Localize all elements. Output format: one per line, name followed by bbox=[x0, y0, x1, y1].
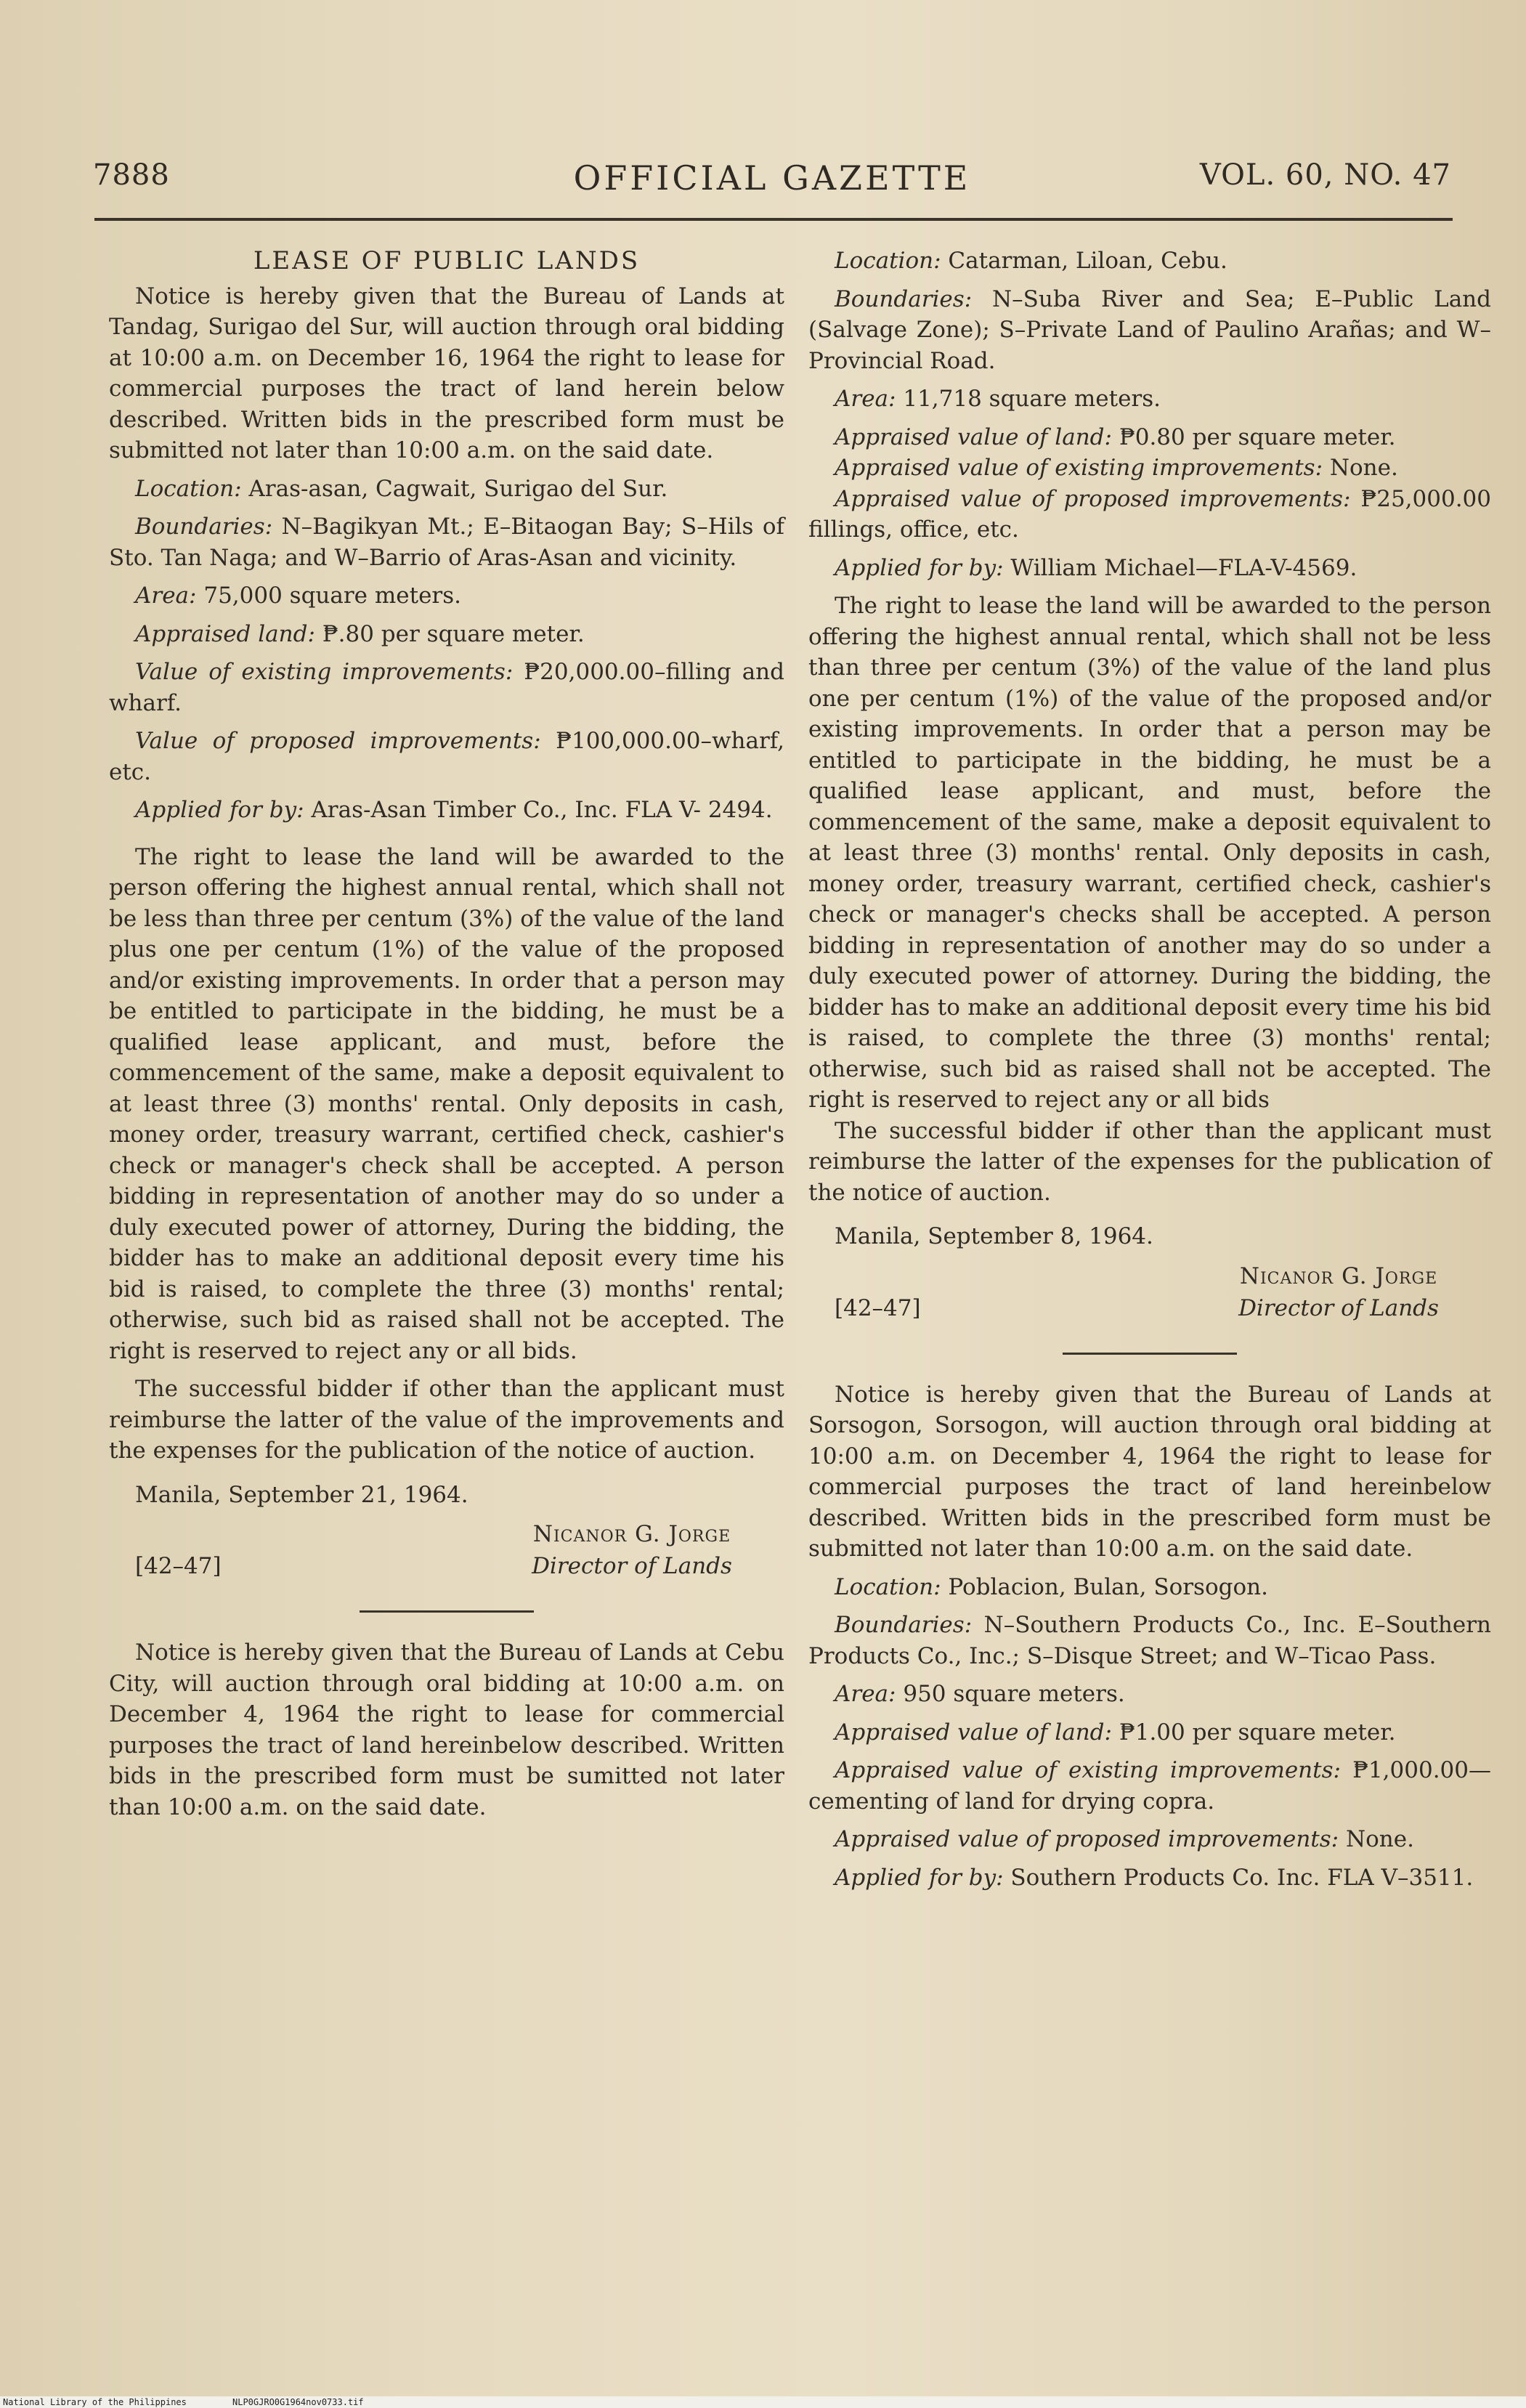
notice-divider bbox=[1063, 1353, 1237, 1355]
signer-name: Nicanor G. Jorge bbox=[532, 1521, 731, 1547]
library-credit: National Library of the Philippines bbox=[3, 2397, 187, 2407]
area-field bbox=[109, 580, 784, 612]
boundaries-label: Boundaries: bbox=[835, 1612, 973, 1638]
notice-intro-sorsogon: Notice is hereby given that the Bureau of Lands at Sorsogon, Sorsogon, will auction through oral bidding at 10:00 a.m. on December 4, 1964 the right to lease for commercial purposes the tract of land hereinbelow described. Written bids in the prescribed form must be submitted not later than 10:00 a.m. on the said date. bbox=[808, 1381, 1491, 1562]
applied-label: Applied for by: bbox=[835, 1864, 1004, 1891]
reimburse-paragraph: The successful bidder if other than the applicant must reimburse the latter of the expenses for the publication of the notice of auction. bbox=[808, 1117, 1491, 1206]
existing-label: Appraised value of existing improvements: bbox=[835, 455, 1323, 481]
location-label: Location: bbox=[135, 475, 242, 502]
appraised-value: ₱1.00 per square meter. bbox=[1119, 1719, 1396, 1746]
proposed-value: None. bbox=[1345, 1826, 1414, 1852]
applied-value: William Michael—FLA-V-4569. bbox=[1010, 554, 1357, 581]
notice-intro-cebu: Notice is hereby given that the Bureau of Lands at Cebu City, will auction through oral bidding at 10:00 a.m. on December 4, 1964 the right to lease for commercial purposes the tract of land hereinbelow described. Written bids in the prescribed form must be sumitted not later than 10:00 a.m. on the said date. bbox=[109, 1639, 784, 1820]
signer-title: Director of Lands bbox=[532, 1553, 732, 1579]
existing-value: None. bbox=[1329, 455, 1398, 481]
proposed-improvements-field bbox=[808, 484, 1491, 546]
location-field bbox=[109, 474, 784, 505]
appraised-label: Appraised value of land: bbox=[835, 423, 1112, 450]
notice-divider bbox=[360, 1610, 534, 1613]
dateline: Manila, September 21, 1964. bbox=[135, 1481, 468, 1508]
existing-value: ₱1,000.00—cementing of land for drying copra. bbox=[808, 1757, 1491, 1815]
issue-number: VOL. 60, NO. 47 bbox=[1199, 158, 1451, 192]
appraised-label: Appraised land: bbox=[135, 620, 315, 647]
area-value: 11,718 square meters. bbox=[903, 386, 1161, 412]
reimburse-paragraph: The successful bidder if other than the applicant must reimburse the latter of the value of the improvements and the expenses for the publication of the notice of auction. bbox=[109, 1376, 784, 1464]
area-field bbox=[808, 384, 1491, 415]
signer-title: Director of Lands bbox=[1238, 1294, 1439, 1321]
proposed-value: ₱25,000.00 fillings, office, etc. bbox=[808, 485, 1492, 543]
location-value: Poblacion, Bulan, Sorsogon. bbox=[948, 1573, 1268, 1600]
boundaries-value: N–Southern Products Co., Inc. E–Southern Products Co., Inc.; S–Disque Street; and W–Ticao Pass. bbox=[808, 1612, 1491, 1669]
scan-footer bbox=[0, 2396, 1526, 2408]
appraised-label: Appraised value of land: bbox=[835, 1719, 1112, 1746]
applicant-field bbox=[808, 1862, 1491, 1894]
applied-value: Southern Products Co. Inc. FLA V–3511. bbox=[1010, 1864, 1474, 1891]
existing-improvements-field bbox=[808, 453, 1491, 484]
location-field bbox=[808, 1572, 1491, 1603]
area-value: 950 square meters. bbox=[903, 1681, 1125, 1707]
boundaries-field bbox=[808, 284, 1491, 377]
page-number: 7888 bbox=[93, 158, 170, 192]
proposed-label: Value of proposed improvements: bbox=[135, 728, 541, 754]
reference-number: [42–47] bbox=[135, 1553, 222, 1579]
boundaries-value: N–Suba River and Sea; E–Public Land (Salvage Zone); S–Private Land of Paulino Arañas; and W–Provincial Road. bbox=[808, 285, 1491, 374]
signature-block bbox=[808, 1261, 1491, 1331]
area-label: Area: bbox=[835, 1681, 896, 1707]
existing-value: ₱20,000.00–filling and wharf. bbox=[109, 659, 784, 716]
area-value: 75,000 square meters. bbox=[203, 583, 462, 609]
area-field bbox=[808, 1679, 1491, 1710]
appraised-value: ₱0.80 per square meter. bbox=[1119, 423, 1396, 450]
existing-label: Appraised value of existing improvements: bbox=[835, 1757, 1341, 1783]
location-field bbox=[808, 246, 1491, 277]
dateline: Manila, September 8, 1964. bbox=[835, 1223, 1153, 1249]
existing-improvements-field bbox=[808, 1755, 1491, 1817]
existing-label: Value of existing improvements: bbox=[135, 659, 514, 685]
appraised-field bbox=[808, 422, 1491, 453]
location-value: Aras-asan, Cagwait, Surigao del Sur. bbox=[248, 475, 668, 502]
boundaries-field bbox=[109, 511, 784, 573]
boundaries-value: N–Bagikyan Mt.; E–Bitaogan Bay; S–Hils of Sto. Tan Naga; and W–Barrio of Aras-Asan and vicinity. bbox=[109, 514, 784, 571]
boundaries-label: Boundaries: bbox=[835, 285, 973, 312]
scan-filename: NLP0GJRO0G1964nov0733.tif bbox=[232, 2397, 364, 2407]
existing-improvements-field bbox=[109, 657, 784, 718]
signer-name: Nicanor G. Jorge bbox=[1239, 1262, 1438, 1289]
header-rule bbox=[94, 218, 1453, 221]
area-label: Area: bbox=[135, 583, 197, 609]
location-label: Location: bbox=[835, 248, 941, 274]
section-title: LEASE OF PUBLIC LANDS bbox=[253, 246, 641, 275]
left-column bbox=[109, 246, 784, 1830]
appraised-field bbox=[109, 619, 784, 650]
journal-title: OFFICIAL GAZETTE bbox=[573, 158, 971, 198]
proposed-label: Appraised value of proposed improvements: bbox=[835, 485, 1351, 512]
page-header bbox=[93, 158, 1451, 202]
notice-intro: Notice is hereby given that the Bureau of Lands at Tandag, Surigao del Sur, will auction through oral bidding at 10:00 a.m. on December 16, 1964 the right to lease for commercial purposes the tract of land herein below described. Written bids in the prescribed form must be submitted not later than 10:00 a.m. on the said date. bbox=[109, 283, 784, 463]
appraised-value: ₱.80 per square meter. bbox=[322, 620, 585, 647]
terms-paragraph: The right to lease the land will be awarded to the person offering the highest annual rental, which shall not be less than three per centum (3%) of the value of the land plus one per centum (1%) of the value of the proposed and/or existing improvements. In order that a person may be entitled to participate in the bidding, he must be a qualified lease applicant, and must, before the commencement of the same, make a deposit equivalent to at least three (3) months' rental. Only deposits in cash, money order, treasury warrant, certified check, cashier's check or manager's checks shall be accepted. A person bidding in representation of another may do so under a duly executed power of attorney. During the bidding, the bidder has to make an additional deposit every time his bid is raised, to complete the three (3) months' rental; otherwise, such bid as raised shall not be accepted. The right is reserved to reject any or all bids bbox=[808, 593, 1491, 1113]
proposed-value: ₱100,000.00–wharf, etc. bbox=[109, 728, 784, 785]
location-value: Catarman, Liloan, Cebu. bbox=[948, 248, 1227, 274]
applicant-field bbox=[109, 795, 784, 826]
terms-paragraph: The right to lease the land will be awarded to the person offering the highest annual rental, which shall not be less than three per centum (3%) of the value of the land plus one per centum (1%) of the value of the proposed and/or existing improvements. In order that a person may be entitled to participate in the bidding, he must be a qualified lease applicant, and must, before the commencement of the same, make a deposit equivalent to at least three (3) months' rental. Only deposits in cash, money order, treasury warrant, certified check, cashier's check or manager's check shall be accepted. A person bidding in representation of another may do so under a duly executed power of attorney, During the bidding, the bidder has to make an additional deposit every time his bid is raised, to complete the three (3) months' rental; otherwise, such bid as raised shall not be accepted. The right is reserved to reject any or all bids. bbox=[109, 843, 784, 1364]
proposed-improvements-field bbox=[808, 1824, 1491, 1855]
applicant-field bbox=[808, 553, 1491, 584]
boundaries-field bbox=[808, 1610, 1491, 1671]
appraised-field bbox=[808, 1717, 1491, 1748]
location-label: Location: bbox=[835, 1573, 941, 1600]
applied-value: Aras-Asan Timber Co., Inc. FLA V- 2494. bbox=[311, 797, 773, 823]
proposed-label: Appraised value of proposed improvements: bbox=[835, 1826, 1339, 1852]
proposed-improvements-field bbox=[109, 726, 784, 787]
applied-label: Applied for by: bbox=[835, 554, 1004, 581]
reference-number: [42–47] bbox=[835, 1294, 921, 1321]
right-column bbox=[808, 246, 1491, 1900]
applied-label: Applied for by: bbox=[135, 797, 304, 823]
signature-block bbox=[109, 1519, 784, 1589]
area-label: Area: bbox=[835, 386, 896, 412]
boundaries-label: Boundaries: bbox=[135, 514, 273, 540]
